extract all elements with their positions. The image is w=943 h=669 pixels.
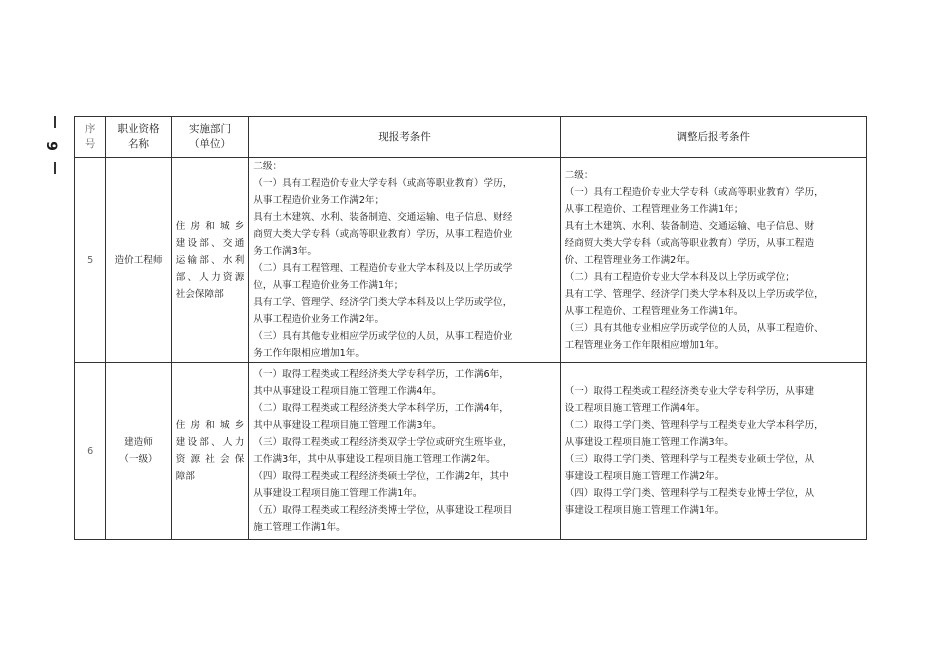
table-row <box>75 363 867 540</box>
row-seq: 5 <box>75 158 106 363</box>
row-department: 住房和城乡 建设部、交通 运输部、水利 部、人力资源 社会保障部 <box>171 158 249 363</box>
table-row <box>75 158 867 363</box>
row-department: 住房和城乡 建设部、人力 资源社会保 障部 <box>171 363 249 540</box>
header-current-conditions: 现报考条件 <box>249 117 560 158</box>
qualification-table <box>74 116 867 540</box>
row-qualification-name: 造价工程师 <box>106 158 171 363</box>
page-number-text: 9 <box>42 141 59 151</box>
row-adjusted-conditions: （一）取得工程类或工程经济类专业大学专科学历，从事建 设工程项目施工管理工作满4年。 （二）取得工学门类、管理科学与工程类专业大学本科学历， 从事建设工程项目施工管理工作满3年。 （三）取得工学门类、管理科学与工程类专业硕士学位，从 事建设工程项目施工管理工作满2年。 （四）取得工学门类、管理科学与工程类专业博士学位，从 事建设工程项目施工管理工作满1年。 <box>560 363 866 540</box>
row-qualification-name: 建造师 （一级） <box>106 363 171 540</box>
page-number-dash-top <box>54 116 56 128</box>
table-header-row <box>75 117 867 158</box>
header-department: 实施部门 （单位） <box>171 117 249 158</box>
header-adjusted-conditions: 调整后报考条件 <box>560 117 866 158</box>
row-current-conditions: 二级： （一）具有工程造价专业大学专科（或高等职业教育）学历， 从事工程造价业务工作满2年； 具有土木建筑、水利、装备制造、交通运输、电子信息、财经 商贸大类大学专科（或高等职业教育）学历，从事工程造价业 务工作满3年。 （二）具有工程管理、工程造价专业大学本科及以上学历或学 位，从事工程造价业务工作满1年； 具有工学、管理学、经济学门类大学本科及以上学历或学位， 从事工程造价业务工作满2年。 （三）具有其他专业相应学历或学位的人员，从事工程造价业 务工作年限相应增加1年。 <box>249 158 560 363</box>
page-number-dash-bottom <box>54 162 56 174</box>
row-seq: 6 <box>75 363 106 540</box>
row-adjusted-conditions: 二级： （一）具有工程造价专业大学专科（或高等职业教育）学历， 从事工程造价、工程管理业务工作满1年； 具有土木建筑、水利、装备制造、交通运输、电子信息、财 经商贸大类大学专科（或高等职业教育）学历，从事工程造 价、工程管理业务工作满2年。 （二）具有工程造价专业大学本科及以上学历或学位； 具有工学、管理学、经济学门类大学本科及以上学历或学位， 从事工程造价、工程管理业务工作满1年。 （三）具有其他专业相应学历或学位的人员，从事工程造价、 工程管理业务工作年限相应增加1年。 <box>560 158 866 363</box>
page-number <box>44 112 68 172</box>
header-qualification: 职业资格 名称 <box>106 117 171 158</box>
header-seq: 序 号 <box>75 117 106 158</box>
row-current-conditions: （一）取得工程类或工程经济类大学专科学历，工作满6年， 其中从事建设工程项目施工管理工作满4年。 （二）取得工程类或工程经济类大学本科学历，工作满4年， 其中从事建设工程项目施工管理工作满3年。 （三）取得工程类或工程经济类双学士学位或研究生班毕业， 工作满3年，其中从事建设工程项目施工管理工作满2年。 （四）取得工程类或工程经济类硕士学位，工作满2年，其中 从事建设工程项目施工管理工作满1年。 （五）取得工程类或工程经济类博士学位，从事建设工程项目 施工管理工作满1年。 <box>249 363 560 540</box>
